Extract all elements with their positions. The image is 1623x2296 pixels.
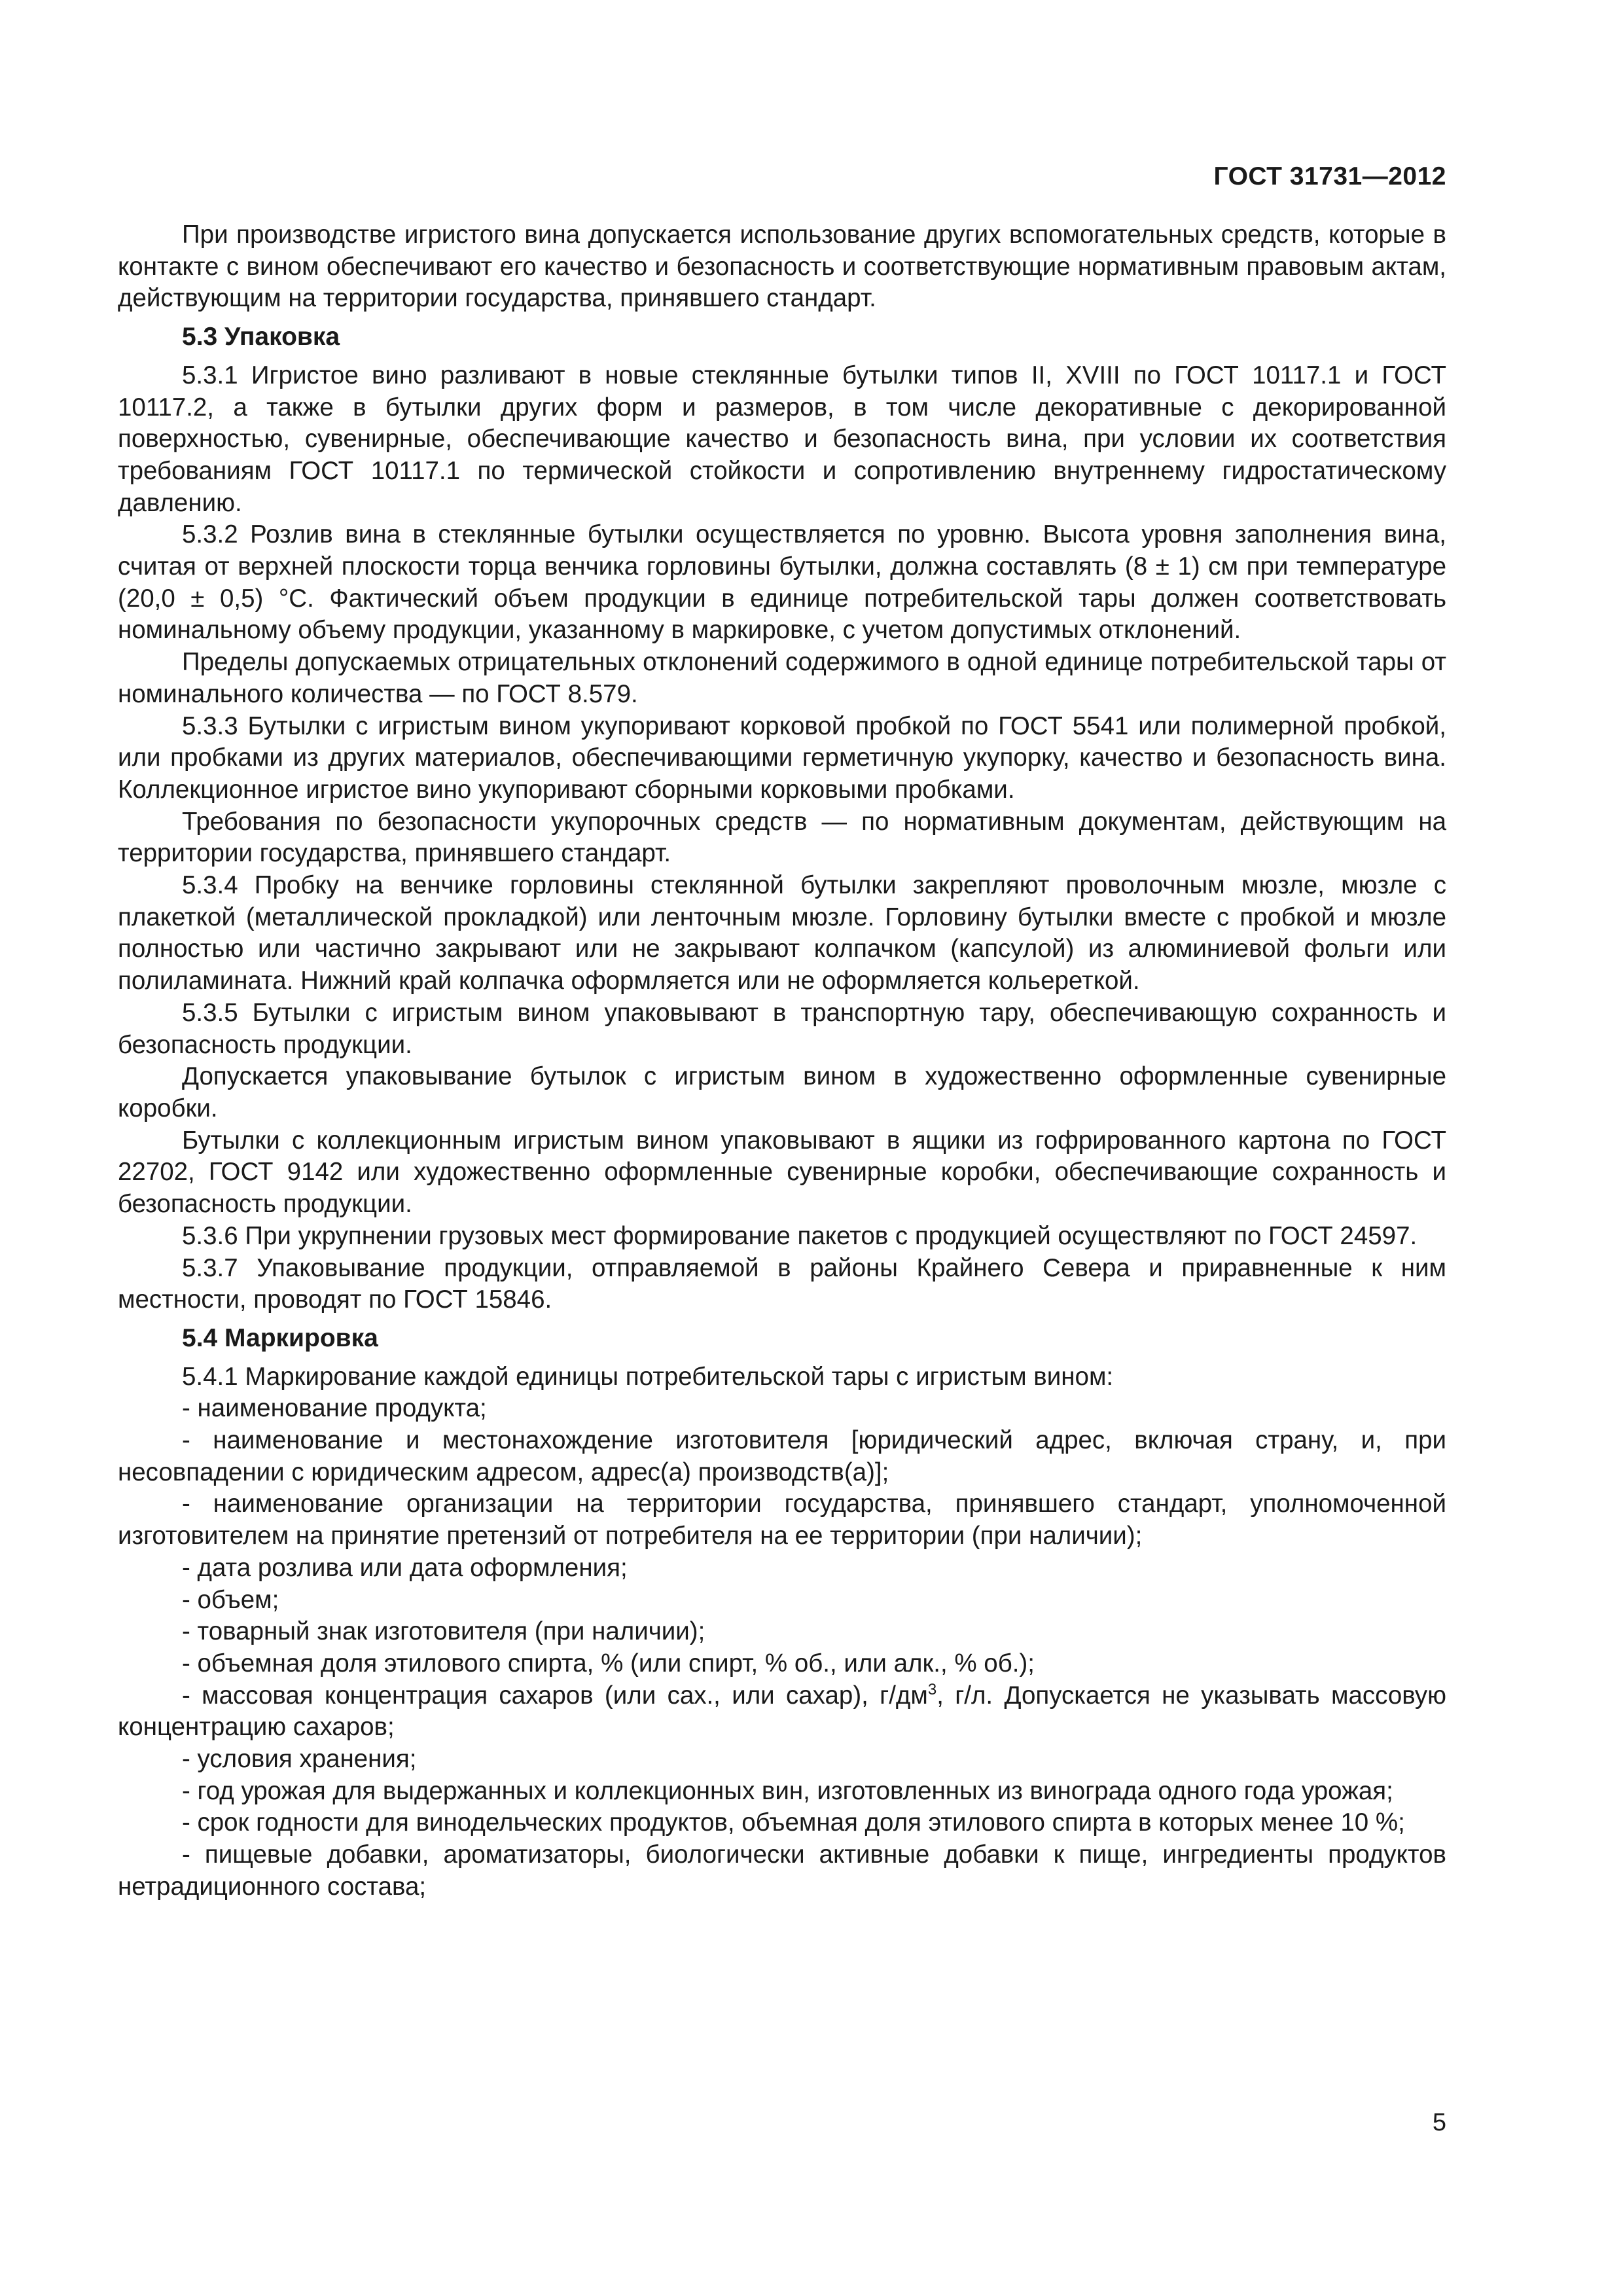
paragraph: 5.3.5 Бутылки с игристым вином упаковывают в транспортную тару, обеспечивающую сохранность и безопасность продукции. bbox=[118, 998, 1446, 1059]
sugar-text-pre: - массовая концентрация сахаров (или сах., или сахар), г/дм bbox=[182, 1681, 928, 1710]
section-heading-labeling: 5.4 Маркировка bbox=[182, 1323, 378, 1352]
sugar-text-post: , г/л. Допускается не указывать массовую концентрацию сахаров; bbox=[118, 1681, 1446, 1742]
list-item: - объемная доля этилового спирта, % (или спирт, % об., или алк., % об.); bbox=[182, 1649, 1035, 1677]
paragraph: 5.3.7 Упаковывание продукции, отправляемой в районы Крайнего Севера и приравненные к ним местности, проводят по ГОСТ 15846. bbox=[118, 1253, 1446, 1314]
paragraph: Требования по безопасности укупорочных средств — по нормативным документам, действующим на территории государства, принявшего стандарт. bbox=[118, 807, 1446, 868]
list-item: - объем; bbox=[182, 1585, 279, 1614]
superscript: 3 bbox=[927, 1680, 937, 1698]
paragraph: Пределы допускаемых отрицательных отклонений содержимого в одной единице потребительской тары от номинального количества — по ГОСТ 8.579. bbox=[118, 648, 1446, 708]
list-item: - наименование продукта; bbox=[182, 1394, 487, 1423]
paragraph: 5.4.1 Маркирование каждой единицы потребительской тары с игристым вином: bbox=[182, 1362, 1114, 1391]
paragraph: Бутылки с коллекционным игристым вином упаковывают в ящики из гофрированного картона по ГОСТ 22702, ГОСТ 9142 или художественно оформленные сувенирные коробки, обеспечивающие сохранность и безопасность продукции. bbox=[118, 1126, 1446, 1219]
paragraph: 5.3.4 Пробку на венчике горловины стеклянной бутылки закрепляют проволочным мюзле, мюзле с плакеткой (металлической прокладкой) или ленточным мюзле. Горловину бутылки вместе с пробкой и мюзле полностью или частично закрывают или не закрывают колпачком (капсулой) из алюминиевой фольги или полиламината. Нижний край колпачка оформляется или не оформляется кольереткой. bbox=[118, 871, 1446, 996]
list-item: - пищевые добавки, ароматизаторы, биологически активные добавки к пище, ингредиенты продуктов нетрадиционного состава; bbox=[118, 1840, 1446, 1901]
list-item: - год урожая для выдержанных и коллекционных вин, изготовленных из винограда одного года урожая; bbox=[182, 1776, 1393, 1805]
document-body bbox=[118, 219, 1446, 1903]
paragraph: 5.3.2 Розлив вина в стеклянные бутылки осуществляется по уровню. Высота уровня заполнения вина, считая от верхней плоскости торца венчика горловины бутылки, должна составлять (8 ± 1) см при температуре (20,0 ± 0,5) °С. Фактический объем продукции в единице потребительской тары должен соответствовать номинальному объему продукции, указанному в маркировке, с учетом допустимых отклонений. bbox=[118, 520, 1446, 645]
list-item: - условия хранения; bbox=[182, 1745, 417, 1774]
paragraph: 5.3.3 Бутылки с игристым вином укупоривают корковой пробкой по ГОСТ 5541 или полимерной пробкой, или пробками из других материалов, обеспечивающими герметичную укупорку, качество и безопасность вина. Коллекционное игристое вино укупоривают сборными корковыми пробками. bbox=[118, 711, 1446, 804]
list-item: - срок годности для винодельческих продуктов, объемная доля этилового спирта в которых менее 10 %; bbox=[182, 1808, 1405, 1837]
list-item: - дата розлива или дата оформления; bbox=[182, 1553, 628, 1582]
list-item: - наименование и местонахождение изготовителя [юридический адрес, включая страну, и, при несовпадении с юридическим адресом, адрес(а) производств(а)]; bbox=[118, 1426, 1446, 1486]
paragraph: 5.3.6 При укрупнении грузовых мест формирование пакетов с продукцией осуществляют по ГОСТ 24597. bbox=[182, 1221, 1418, 1250]
page-number: 5 bbox=[1432, 2109, 1446, 2136]
intro-paragraph: При производстве игристого вина допускается использование других вспомогательных средств, которые в контакте с вином обеспечивают его качество и безопасность и соответствующие нормативным правовым актам, действующим на территории государства, принявшего стандарт. bbox=[118, 221, 1446, 313]
document-id-header: ГОСТ 31731—2012 bbox=[1213, 162, 1446, 190]
paragraph: Допускается упаковывание бутылок с игристым вином в художественно оформленные сувенирные коробки. bbox=[118, 1062, 1446, 1122]
paragraph: 5.3.1 Игристое вино разливают в новые стеклянные бутылки типов II, XVIII по ГОСТ 10117.1 и ГОСТ 10117.2, а также в бутылки других форм и размеров, в том числе декоративные с декорированной поверхностью, сувенирные, обеспечивающие качество и безопасность вина, при условии их соответствия требованиям ГОСТ 10117.1 по термической стойкости и сопротивлению внутреннему гидростатическому давлению. bbox=[118, 361, 1446, 517]
list-item: - наименование организации на территории государства, принявшего стандарт, уполномоченной изготовителем на принятие претензий от потребителя на ее территории (при наличии); bbox=[118, 1490, 1446, 1551]
section-heading-packaging: 5.3 Упаковка bbox=[182, 323, 340, 351]
list-item-sugar bbox=[118, 1680, 1446, 1744]
list-item: - товарный знак изготовителя (при наличии); bbox=[182, 1617, 705, 1646]
